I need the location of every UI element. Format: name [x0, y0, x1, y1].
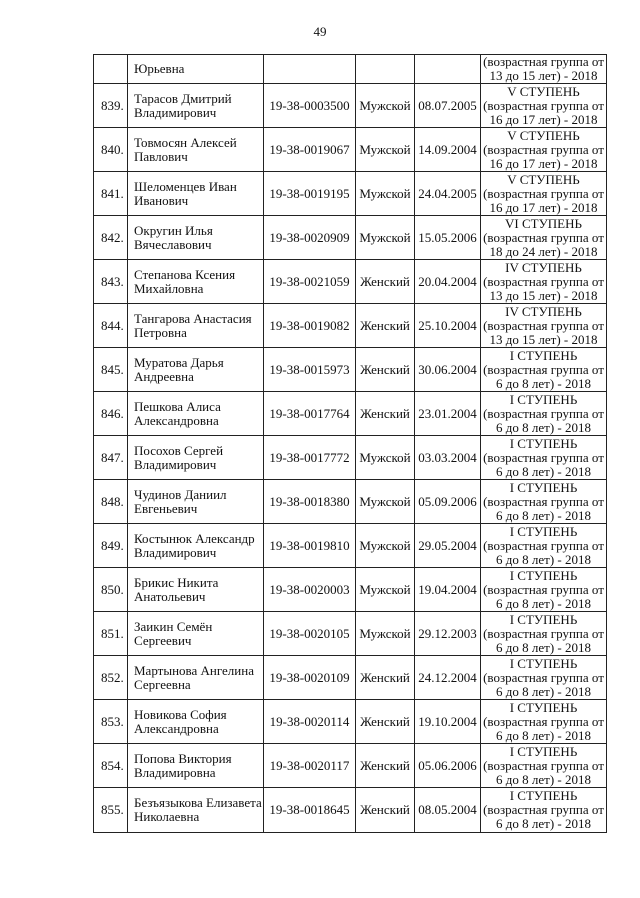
level-line: V СТУПЕНЬ: [507, 127, 580, 143]
name-cell: Брикис Никита Анатольевич: [128, 568, 264, 612]
row-number-cell: 853.: [94, 700, 128, 744]
level-line: 13 до 15 лет) - 2018: [489, 287, 598, 303]
row-number-cell: 846.: [94, 392, 128, 436]
table-row-continued: [94, 55, 607, 84]
sex-cell: Мужской: [356, 436, 415, 480]
sex-cell: Женский: [356, 392, 415, 436]
birthdate-cell: 19.04.2004: [415, 568, 481, 612]
level-line: I СТУПЕНЬ: [509, 699, 578, 715]
level-line: 6 до 8 лет) - 2018: [496, 507, 591, 523]
birthdate-cell: [415, 55, 481, 84]
level-line: 6 до 8 лет) - 2018: [496, 771, 591, 787]
level-line: (возрастная группа от: [483, 54, 604, 69]
name-cell: Юрьевна: [128, 55, 264, 84]
table-row: [94, 128, 607, 172]
level-line: 6 до 8 лет) - 2018: [496, 639, 591, 655]
id-cell: 19-38-0018645: [264, 788, 356, 833]
sex-cell: Мужской: [356, 612, 415, 656]
row-number-cell: 849.: [94, 524, 128, 568]
id-cell: 19-38-0020117: [264, 744, 356, 788]
table-row: [94, 612, 607, 656]
level-line: (возрастная группа от: [483, 141, 604, 157]
sex-cell: Мужской: [356, 172, 415, 216]
id-cell: 19-38-0020909: [264, 216, 356, 260]
level-line: 13 до 15 лет) - 2018: [489, 331, 598, 347]
level-line: (возрастная группа от: [483, 537, 604, 553]
level-line: 6 до 8 лет) - 2018: [496, 727, 591, 743]
name-cell: Округин Илья Вячеславович: [128, 216, 264, 260]
level-line: IV СТУПЕНЬ: [505, 303, 582, 319]
level-line: V СТУПЕНЬ: [507, 171, 580, 187]
birthdate-cell: 05.06.2006: [415, 744, 481, 788]
level-line: (возрастная группа от: [483, 97, 604, 113]
level-cell: [481, 304, 607, 348]
level-cell: [481, 55, 607, 84]
row-number-cell: 848.: [94, 480, 128, 524]
name-cell: Чудинов Даниил Евгеньевич: [128, 480, 264, 524]
id-cell: 19-38-0015973: [264, 348, 356, 392]
name-cell: Тангарова Анастасия Петровна: [128, 304, 264, 348]
level-line: (возрастная группа от: [483, 581, 604, 597]
name-cell: Костынюк Александр Владимирович: [128, 524, 264, 568]
sex-cell: Женский: [356, 304, 415, 348]
sex-cell: Женский: [356, 348, 415, 392]
level-cell: [481, 128, 607, 172]
name-cell: Попова Виктория Владимировна: [128, 744, 264, 788]
level-cell: [481, 84, 607, 128]
birthdate-cell: 19.10.2004: [415, 700, 481, 744]
level-cell: [481, 700, 607, 744]
id-cell: 19-38-0017772: [264, 436, 356, 480]
sex-cell: Женский: [356, 656, 415, 700]
level-line: I СТУПЕНЬ: [509, 788, 578, 803]
birthdate-cell: 14.09.2004: [415, 128, 481, 172]
name-cell: Посохов Сергей Владимирович: [128, 436, 264, 480]
level-cell: [481, 480, 607, 524]
id-cell: 19-38-0019810: [264, 524, 356, 568]
row-number-cell: 842.: [94, 216, 128, 260]
table-row: [94, 216, 607, 260]
level-line: I СТУПЕНЬ: [509, 479, 578, 495]
birthdate-cell: 15.05.2006: [415, 216, 481, 260]
level-cell: [481, 260, 607, 304]
table-row: [94, 568, 607, 612]
level-line: (возрастная группа от: [483, 625, 604, 641]
sex-cell: Мужской: [356, 128, 415, 172]
table-row: [94, 260, 607, 304]
table-row: [94, 656, 607, 700]
row-number-cell: 854.: [94, 744, 128, 788]
row-number-cell: 847.: [94, 436, 128, 480]
level-line: 18 до 24 лет) - 2018: [489, 243, 598, 259]
level-line: 13 до 15 лет) - 2018: [489, 68, 598, 83]
row-number-cell: 851.: [94, 612, 128, 656]
birthdate-cell: 05.09.2006: [415, 480, 481, 524]
level-cell: [481, 568, 607, 612]
birthdate-cell: 29.12.2003: [415, 612, 481, 656]
id-cell: 19-38-0020105: [264, 612, 356, 656]
level-line: I СТУПЕНЬ: [509, 743, 578, 759]
level-line: I СТУПЕНЬ: [509, 391, 578, 407]
level-line: I СТУПЕНЬ: [509, 347, 578, 363]
level-line: V СТУПЕНЬ: [507, 83, 580, 99]
level-line: (возрастная группа от: [483, 449, 604, 465]
id-cell: 19-38-0020109: [264, 656, 356, 700]
level-line: (возрастная группа от: [483, 493, 604, 509]
sex-cell: Мужской: [356, 524, 415, 568]
table-row: [94, 436, 607, 480]
row-number-cell: 855.: [94, 788, 128, 833]
page-number: 49: [313, 24, 327, 39]
table-row: [94, 480, 607, 524]
table-row: [94, 84, 607, 128]
name-cell: Степанова Ксения Михайловна: [128, 260, 264, 304]
level-line: 6 до 8 лет) - 2018: [496, 375, 591, 391]
level-line: IV СТУПЕНЬ: [505, 259, 582, 275]
level-line: (возрастная группа от: [483, 405, 604, 421]
birthdate-cell: 24.12.2004: [415, 656, 481, 700]
table-row: [94, 700, 607, 744]
table-row: [94, 304, 607, 348]
id-cell: 19-38-0020003: [264, 568, 356, 612]
level-line: I СТУПЕНЬ: [509, 523, 578, 539]
birthdate-cell: 30.06.2004: [415, 348, 481, 392]
sex-cell: [356, 55, 415, 84]
row-number-cell: 844.: [94, 304, 128, 348]
birthdate-cell: 29.05.2004: [415, 524, 481, 568]
birthdate-cell: 03.03.2004: [415, 436, 481, 480]
table-row: [94, 348, 607, 392]
level-line: I СТУПЕНЬ: [509, 655, 578, 671]
id-cell: 19-38-0019082: [264, 304, 356, 348]
id-cell: [264, 55, 356, 84]
row-number-cell: 852.: [94, 656, 128, 700]
level-line: (возрастная группа от: [483, 802, 604, 817]
level-line: 6 до 8 лет) - 2018: [496, 463, 591, 479]
name-cell: Шеломенцев Иван Иванович: [128, 172, 264, 216]
level-line: I СТУПЕНЬ: [509, 435, 578, 451]
sex-cell: Мужской: [356, 568, 415, 612]
level-line: 6 до 8 лет) - 2018: [496, 595, 591, 611]
level-cell: [481, 348, 607, 392]
id-cell: 19-38-0019067: [264, 128, 356, 172]
table-row: [94, 524, 607, 568]
birthdate-cell: 25.10.2004: [415, 304, 481, 348]
level-line: (возрастная группа от: [483, 317, 604, 333]
level-cell: [481, 744, 607, 788]
level-line: (возрастная группа от: [483, 669, 604, 685]
level-cell: [481, 392, 607, 436]
id-cell: 19-38-0003500: [264, 84, 356, 128]
name-cell: Тарасов Дмитрий Владимирович: [128, 84, 264, 128]
level-line: 6 до 8 лет) - 2018: [496, 419, 591, 435]
name-cell: Заикин Семён Сергеевич: [128, 612, 264, 656]
level-line: I СТУПЕНЬ: [509, 611, 578, 627]
table-row: [94, 392, 607, 436]
table-row: [94, 788, 607, 833]
birthdate-cell: 08.07.2005: [415, 84, 481, 128]
sex-cell: Мужской: [356, 216, 415, 260]
level-line: 6 до 8 лет) - 2018: [496, 816, 591, 831]
name-cell: Пешкова Алиса Александровна: [128, 392, 264, 436]
level-line: (возрастная группа от: [483, 185, 604, 201]
sex-cell: Женский: [356, 788, 415, 833]
row-number-cell: 843.: [94, 260, 128, 304]
id-cell: 19-38-0018380: [264, 480, 356, 524]
level-line: 16 до 17 лет) - 2018: [489, 199, 598, 215]
name-cell: Муратова Дарья Андреевна: [128, 348, 264, 392]
level-line: 16 до 17 лет) - 2018: [489, 111, 598, 127]
level-line: 6 до 8 лет) - 2018: [496, 551, 591, 567]
sex-cell: Мужской: [356, 480, 415, 524]
row-number-cell: 839.: [94, 84, 128, 128]
row-number-cell: [94, 55, 128, 84]
level-line: VI СТУПЕНЬ: [505, 215, 582, 231]
level-cell: [481, 172, 607, 216]
row-number-cell: 841.: [94, 172, 128, 216]
level-cell: [481, 612, 607, 656]
sex-cell: Женский: [356, 700, 415, 744]
row-number-cell: 850.: [94, 568, 128, 612]
row-number-cell: 845.: [94, 348, 128, 392]
level-line: (возрастная группа от: [483, 713, 604, 729]
level-line: I СТУПЕНЬ: [509, 567, 578, 583]
level-line: (возрастная группа от: [483, 757, 604, 773]
name-cell: Товмосян Алексей Павлович: [128, 128, 264, 172]
row-number-cell: 840.: [94, 128, 128, 172]
table-row: [94, 172, 607, 216]
level-line: (возрастная группа от: [483, 273, 604, 289]
birthdate-cell: 20.04.2004: [415, 260, 481, 304]
level-line: 16 до 17 лет) - 2018: [489, 155, 598, 171]
level-cell: [481, 788, 607, 833]
sex-cell: Женский: [356, 744, 415, 788]
level-cell: [481, 436, 607, 480]
birthdate-cell: 24.04.2005: [415, 172, 481, 216]
birthdate-cell: 08.05.2004: [415, 788, 481, 833]
level-line: (возрастная группа от: [483, 229, 604, 245]
name-cell: Новикова София Александровна: [128, 700, 264, 744]
birthdate-cell: 23.01.2004: [415, 392, 481, 436]
table-row: [94, 744, 607, 788]
id-cell: 19-38-0017764: [264, 392, 356, 436]
level-cell: [481, 524, 607, 568]
level-cell: [481, 656, 607, 700]
level-line: 6 до 8 лет) - 2018: [496, 683, 591, 699]
id-cell: 19-38-0019195: [264, 172, 356, 216]
sex-cell: Мужской: [356, 84, 415, 128]
level-cell: [481, 216, 607, 260]
level-line: (возрастная группа от: [483, 361, 604, 377]
sex-cell: Женский: [356, 260, 415, 304]
participants-table: [93, 54, 607, 833]
id-cell: 19-38-0021059: [264, 260, 356, 304]
id-cell: 19-38-0020114: [264, 700, 356, 744]
name-cell: Мартынова Ангелина Сергеевна: [128, 656, 264, 700]
name-cell: Безъязыкова Елизавета Николаевна: [128, 788, 264, 833]
